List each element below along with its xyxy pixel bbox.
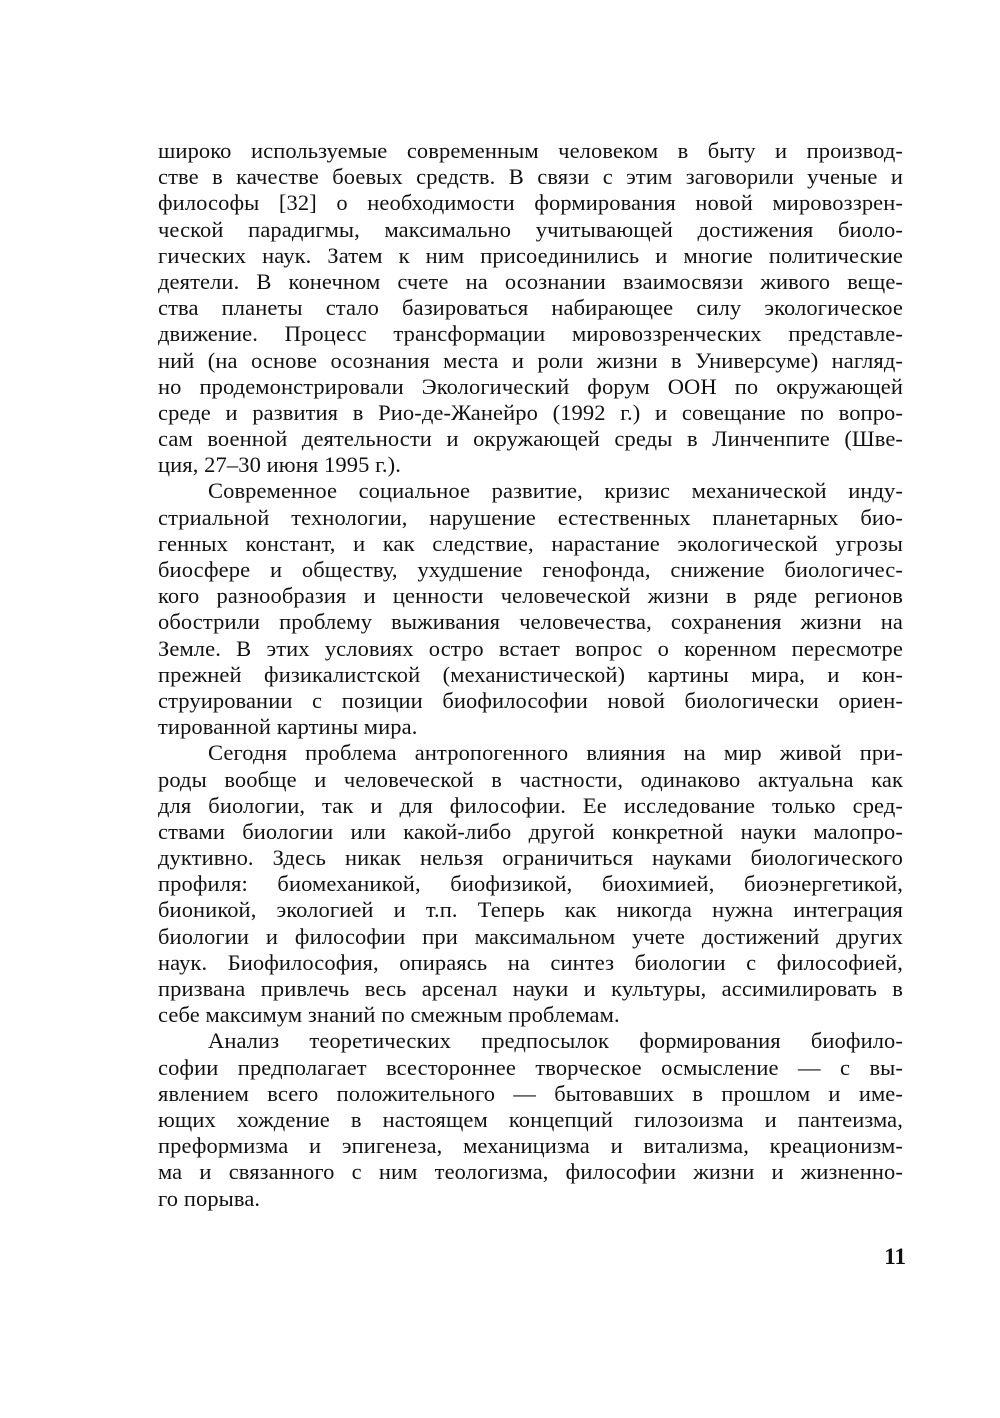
text-line: бионикой, экологией и т.п. Теперь как никогда нужна интеграция [158,897,903,923]
text-line: биосфере и обществу, ухудшение генофонда, снижение биологичес- [158,557,903,582]
text-line: призвана привлечь весь арсенал науки и культуры, ассимилировать в [158,976,903,1001]
text-line: ства планеты стало базироваться набирающее силу экологическое [158,295,903,321]
text-line: биологии и философии при максимальном учете достижений других [158,923,903,949]
text-line: Анализ теоретических предпосылок формирования биофило- [208,1028,903,1054]
text-line: преформизма и эпигенеза, механицизма и витализма, креационизм- [158,1133,903,1159]
text-line: ция, 27–30 июня 1995 г.). [158,452,401,478]
text-line: деятели. В конечном счете на осознании взаимосвязи живого веще- [158,268,903,294]
paragraph [158,1028,903,1211]
page-number: 11 [884,1244,906,1269]
text-line: генных констант, и как следствие, нарастание экологической угрозы [158,530,903,556]
text-line: роды вообще и человеческой в частности, одинаково актуальна как [158,766,903,792]
text-line: сам военной деятельности и окружающей среды в Линченпите (Шве- [158,426,903,452]
text-line: явлением всего положительного — бытовавших в прошлом и име- [158,1080,903,1106]
text-line: себе максимум знаний по смежным проблемам. [158,1002,620,1028]
text-line: философы [32] о необходимости формирования новой мировоззрен- [158,190,903,216]
text-line: наук. Биофилософия, опираясь на синтез биологии с философией, [158,949,903,975]
text-line: кого разнообразия и ценности человеческой жизни в ряде регионов [158,583,903,609]
text-line: го порыва. [158,1185,261,1211]
text-line: стве в качестве боевых средств. В связи с этим заговорили ученые и [158,164,903,190]
text-line: струировании с позиции биофилософии новой биологически ориен- [158,687,903,713]
text-line: гических наук. Затем к ним присоединились и многие политические [158,242,903,268]
paragraph [158,478,903,740]
text-line: софии предполагает всестороннее творческое осмысление — с вы- [158,1054,903,1080]
paragraph [158,138,903,478]
text-line: среде и развития в Рио-де-Жанейро (1992 г.) и совещание по вопро- [158,399,903,425]
text-line: Сегодня проблема антропогенного влияния на мир живой при- [208,740,903,766]
text-line: движение. Процесс трансформации мировоззренческих представле- [158,321,903,347]
text-line: дуктивно. Здесь никак нельзя ограничиться науками биологического [158,845,903,871]
text-line: ческой парадигмы, максимально учитывающей достижения биоло- [158,216,903,242]
text-line: ющих хождение в настоящем концепций гилозоизма и пантеизма, [158,1106,903,1132]
page-body [158,138,903,1212]
text-line: ствами биологии или какой-либо другой конкретной науки малопро- [158,818,903,844]
text-line: но продемонстрировали Экологический форум ООН по окружающей [158,373,903,399]
text-line: Современное социальное развитие, кризис механической инду- [208,478,903,504]
text-line: обострили проблему выживания человечества, сохранения жизни на [158,609,903,635]
text-line: широко используемые современным человеком в быту и производ- [158,138,903,163]
text-line: ма и связанного с ним теологизма, философии жизни и жизненно- [158,1159,903,1185]
text-line: для биологии, так и для философии. Ее исследование только сред- [158,792,903,818]
text-line: Земле. В этих условиях остро встает вопрос о коренном пересмотре [158,635,903,661]
text-line: прежней физикалистской (механистической) картины мира, и кон- [158,661,903,687]
text-line: ний (на основе осознания места и роли жизни в Универсуме) нагляд- [158,347,903,373]
text-line: тированной картины мира. [158,714,418,740]
text-line: стриальной технологии, нарушение естественных планетарных био- [158,504,903,530]
paragraph [158,740,903,1028]
text-line: профиля: биомеханикой, биофизикой, биохимией, биоэнергетикой, [158,871,903,897]
